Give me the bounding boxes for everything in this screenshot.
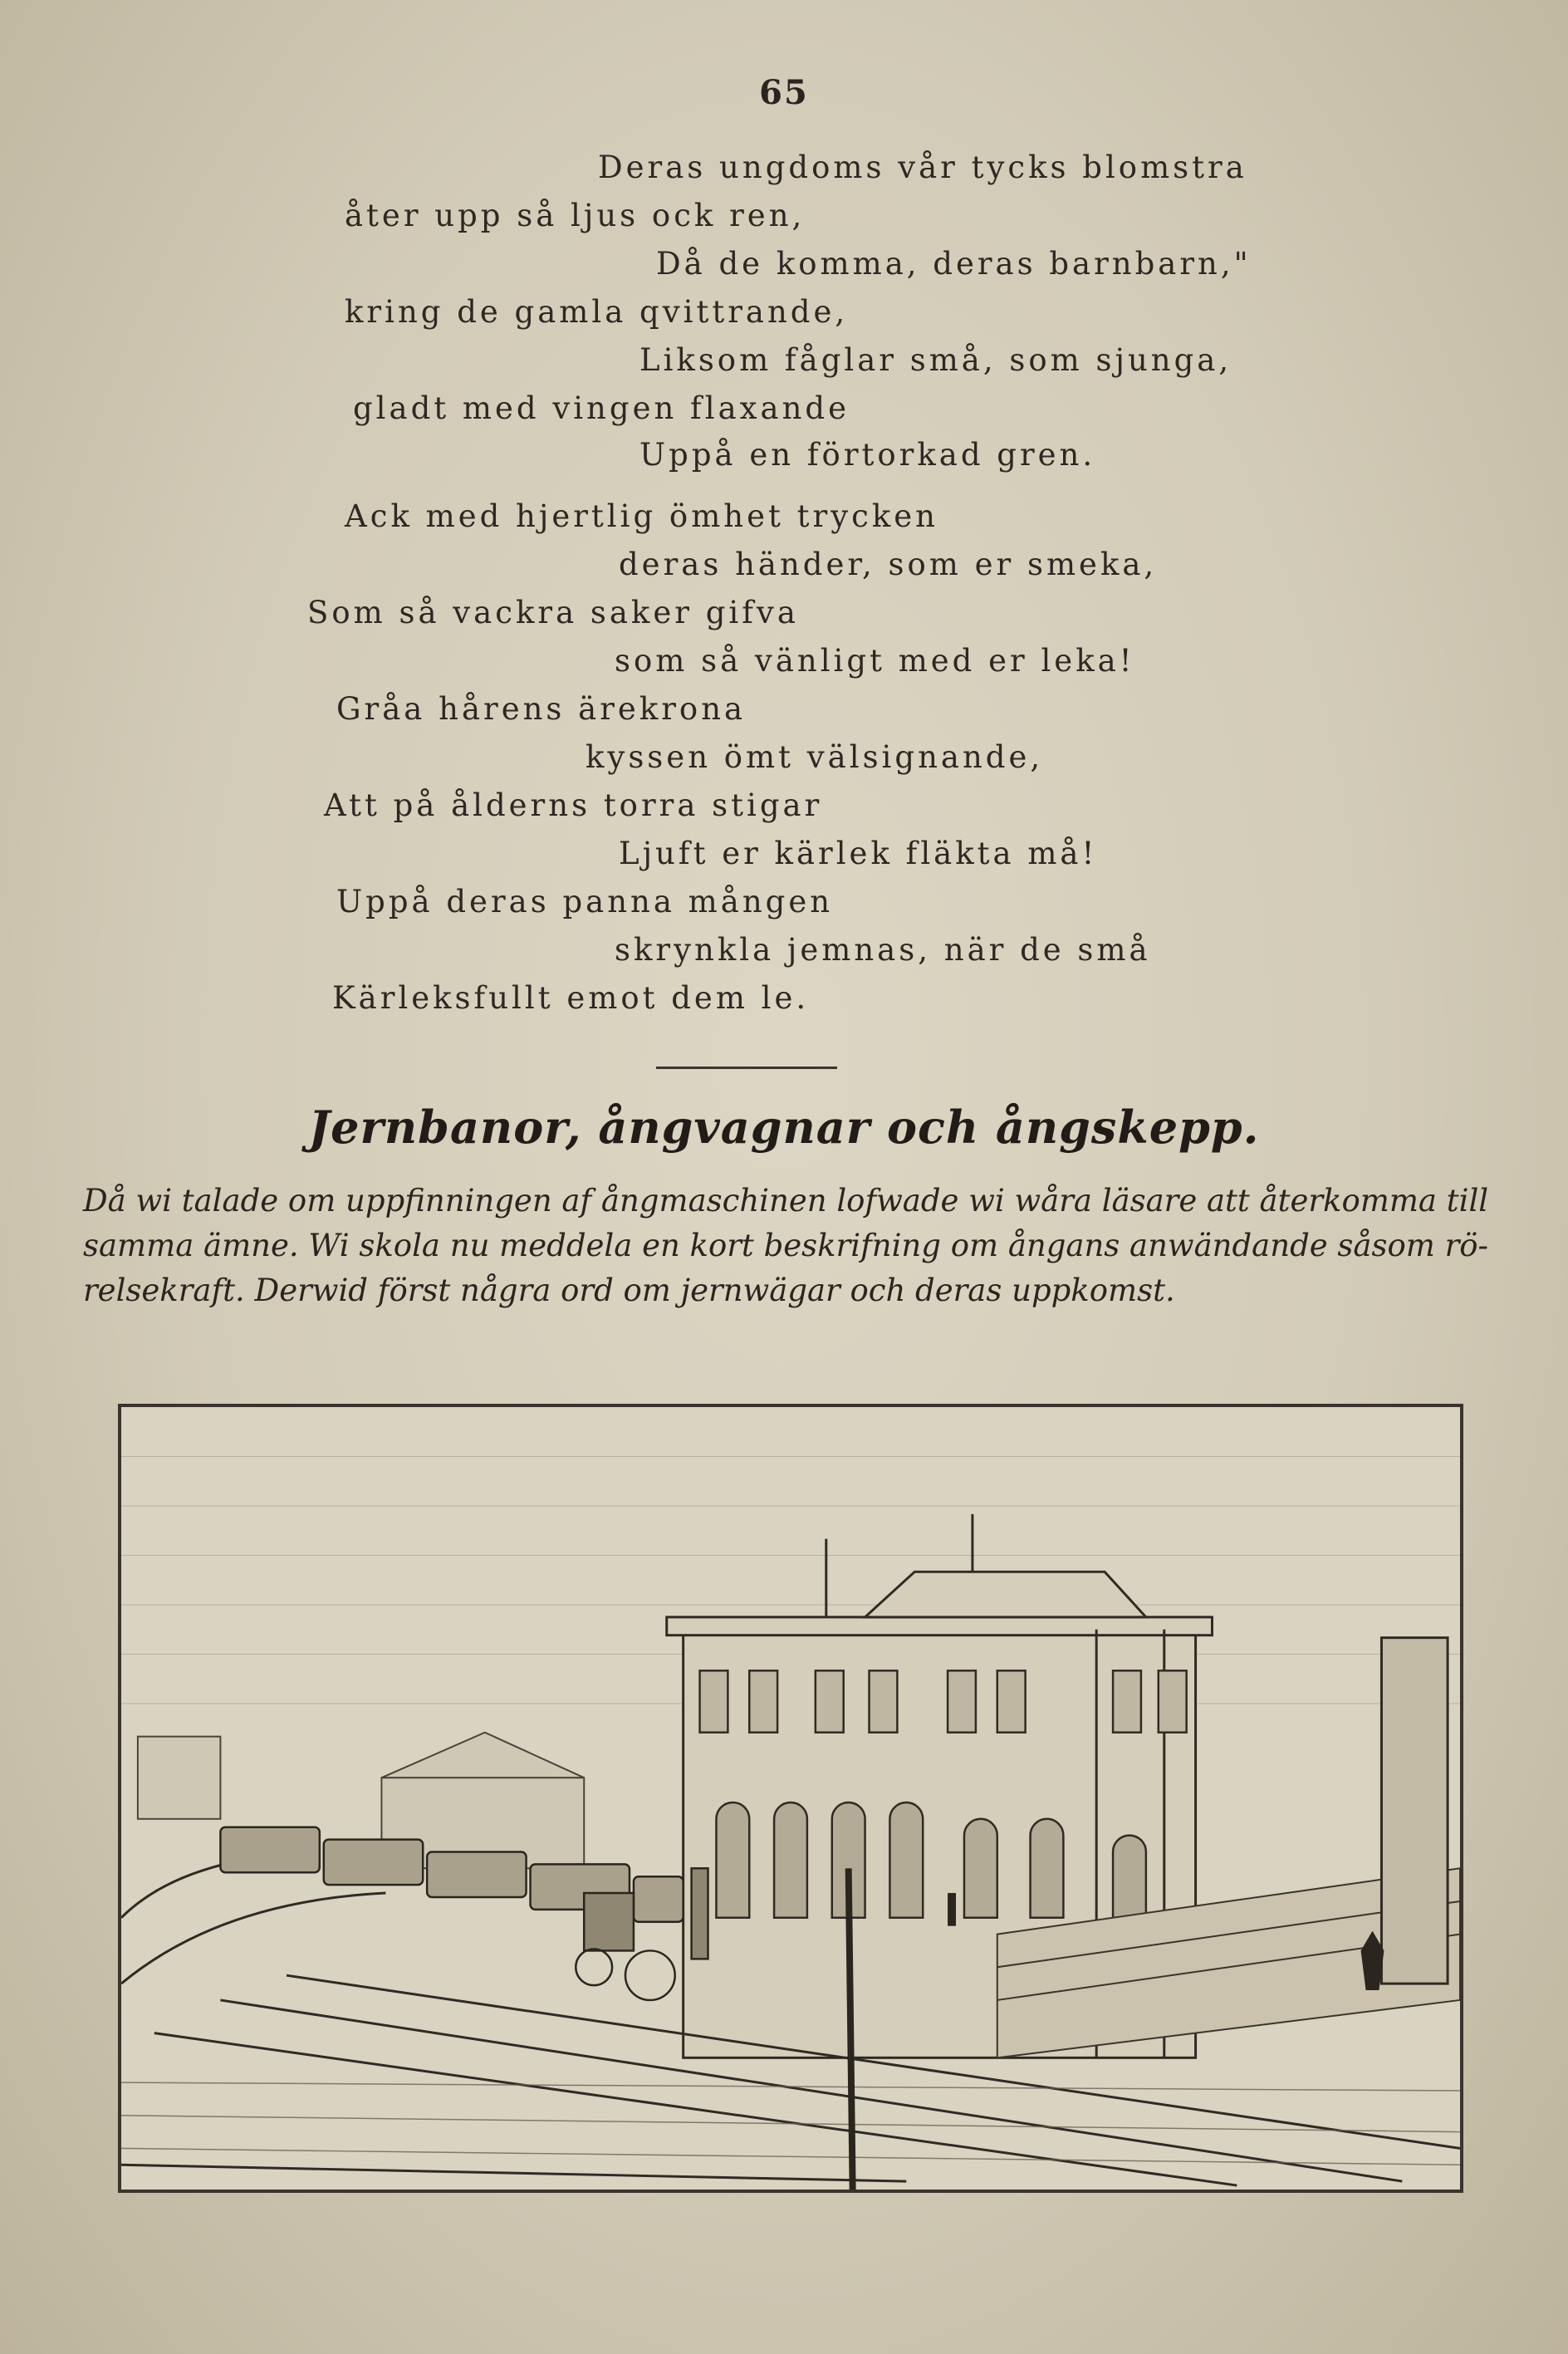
station-engraving [121, 1407, 1460, 2190]
poem-line: deras händer, som er smeka, [619, 547, 1158, 582]
poem-line: kyssen ömt välsignande, [586, 739, 1044, 775]
page-number: 65 [759, 73, 809, 112]
train [220, 1827, 708, 2000]
article-heading: Jernbanor, ångvagnar och ångskepp. [308, 1101, 1260, 1154]
poem-line: Uppå en förtorkad gren. [639, 437, 1096, 473]
section-divider [656, 1067, 837, 1069]
poem-line: Ack med hjertlig ömhet trycken [345, 498, 938, 534]
body-line: Då wi talade om uppfinningen af ångmaschinen lofwade wi wåra läsare att återkomma till [83, 1183, 1489, 1219]
poem-line: skrynkla jemnas, när de små [615, 932, 1151, 968]
poem-line: Uppå deras panna mången [336, 884, 834, 920]
lamp-post [849, 1868, 853, 2190]
poem-line: Gråa hårens ärekrona [336, 691, 747, 727]
body-line: samma ämne. Wi skola nu meddela en kort beskrifning om ångans anwändande såsom rö- [83, 1228, 1489, 1263]
poem-line: Då de komma, deras barnbarn," [656, 246, 1252, 282]
poem-line: Kärleksfullt emot dem le. [332, 980, 810, 1016]
side-building [1381, 1638, 1448, 1984]
poem-line: åter upp så ljus ock ren, [345, 198, 806, 233]
ground-hatching [121, 2082, 1460, 2165]
railway-station-illustration [118, 1404, 1463, 2193]
poem-line: Liksom fåglar små, som sjunga, [639, 342, 1232, 378]
poem-line: Att på ålderns torra stigar [324, 787, 823, 823]
body-line: relsekraft. Derwid först några ord om jernwägar och deras uppkomst. [83, 1273, 1175, 1308]
poem-line: Som så vackra saker gifva [307, 595, 799, 630]
poem-line: gladt med vingen flaxande [353, 390, 850, 426]
poem-line: Ljuft er kärlek fläkta må! [619, 836, 1098, 871]
poem-line: kring de gamla qvittrande, [345, 294, 849, 330]
poem-line: Deras ungdoms vår tycks blomstra [598, 150, 1247, 185]
poem-line: som så vänligt med er leka! [615, 643, 1135, 679]
